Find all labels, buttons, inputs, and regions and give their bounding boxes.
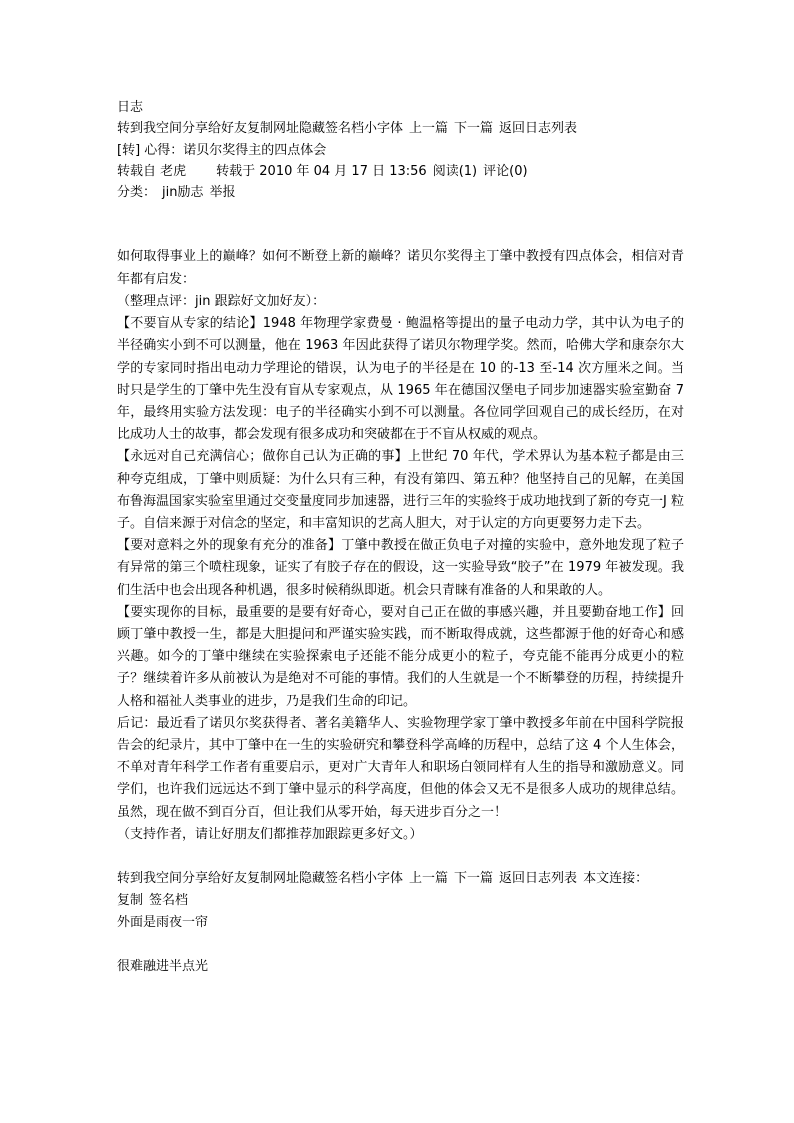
top-toolbar (117, 118, 684, 139)
footer-back-to-list-link[interactable]: 返回日志列表 (499, 870, 578, 886)
next-post-link[interactable]: 下一篇 (454, 121, 494, 137)
article-point-3: 【要对意料之外的现象有充分的准备】丁肇中教授在做正负电子对撞的实验中，意外地发现了粒子有异常的第三个喷柱现象，证实了有胶子存在的假设，这一实验导致“胶子”在 1979 年被发现。我们生活中也会出现各种机遇，很多时候稍纵即逝。机会只青睐有准备的人和果敢的人。 (117, 538, 684, 598)
category-prefix: 分类： (117, 185, 157, 201)
copy-link-button[interactable]: 复制 (117, 892, 144, 908)
post-title: [转] 心得：诺贝尔奖得主的四点体会 (117, 142, 327, 158)
post-meta (117, 161, 684, 182)
article-point-4: 【要实现你的目标，最重要的是要有好奇心，要对自己正在做的事感兴趣，并且要勤奋地工作】回顾丁肇中教授一生，都是大胆提问和严谨实验实践，而不断取得成就，这些都源于他的好奇心和感兴趣。如今的丁肇中继续在实验探索电子还能不能分成更小的粒子，夸克能不能再分成更小的粒子？继续着许多从前被认为是绝对不可能的事情。我们的人生就是一个不断攀登的历程，持续提升人格和福祉人类事业的进步，乃是我们生命的印记。 (117, 604, 684, 709)
post-category-row (117, 182, 684, 203)
repost-source: 转载自 老虎 (117, 163, 187, 179)
signature-line-2: 很难融进半点光 (117, 958, 209, 974)
article-point-2: 【永远对自己充满信心；做你自己认为正确的事】上世纪 70 年代，学术界认为基本粒子都是由三种夸克组成，丁肇中则质疑：为什么只有三种，有没有第四、第五种？他坚持自己的见解，在美国布鲁海温国家实验室里通过交变量度同步加速器，进行三年的实验终于成功地找到了新的夸克一J 粒子。自信来源于对信念的坚定，和丰富知识的艺高人胆大，对于认定的方向更要努力走下去。 (117, 449, 684, 531)
comment-count[interactable]: 评论(0) (483, 163, 528, 179)
article-intro: 如何取得事业上的巅峰？如何不断登上新的巅峰？诺贝尔奖得主丁肇中教授有四点体会，相信对青年都有启发： (117, 249, 684, 287)
prev-post-link[interactable]: 上一篇 (409, 121, 449, 137)
article-body (117, 246, 684, 845)
signature-line-1: 外面是雨夜一帘 (117, 914, 209, 930)
article-support-note: （支持作者，请让好朋友们都推荐加跟踪更多好文。） (117, 826, 423, 842)
bottom-toolbar (117, 868, 684, 890)
blog-header (117, 97, 684, 203)
blog-footer (117, 868, 684, 978)
page-title: 日志 (117, 100, 144, 115)
back-to-list-link[interactable]: 返回日志列表 (499, 121, 578, 137)
footer-share-options-link[interactable]: 转到我空间分享给好友复制网址隐藏签名档小字体 (117, 870, 404, 886)
footer-actions (117, 890, 684, 912)
read-count[interactable]: 阅读(1) (432, 163, 478, 179)
article-note: （整理点评：jin 跟踪好文加好友）： (117, 293, 326, 309)
blog-page (117, 97, 684, 978)
footer-prev-post-link[interactable]: 上一篇 (409, 870, 449, 886)
article-point-1: 【不要盲从专家的结论】1948 年物理学家费曼 · 鲍温格等提出的量子电动力学，其中认为电子的半径确实小到不可以测量，他在 1963 年因此获得了诺贝尔物理学奖。然而，哈佛大学和康奈尔大学的专家同时指出电动力学理论的错误，认为电子的半径是在 10 的-13 至-14 次方厘米之间。当时只是学生的丁肇中先生没有盲从专家观点，从 1965 年在德国汉堡电子同步加速器实验室勤奋 7 年，最终用实验方法发现：电子的半径确实小到不可以测量。各位同学回观自己的成长经历，在对比成功人士的故事，都会发现有很多成功和突破都在于不盲从权威的观点。 (117, 316, 684, 443)
permalink-label: 本文连接： (583, 870, 649, 886)
footer-next-post-link[interactable]: 下一篇 (454, 870, 494, 886)
repost-time: 转载于 2010 年 04 月 17 日 13:56 (216, 163, 427, 179)
category-link[interactable]: jin励志 (162, 185, 204, 201)
signature-label: 签名档 (149, 892, 189, 908)
article-afterword: 后记：最近看了诺贝尔奖获得者、著名美籍华人、实验物理学家丁肇中教授多年前在中国科学院报告会的纪录片，其中丁肇中在一生的实验研究和攀登科学高峰的历程中，总结了这 4 个人生体会，不单对青年科学工作者有重要启示，更对广大青年人和职场白领同样有人生的指导和激励意义。同学们，也许我们远远达不到丁肇中显示的科学高度，但他的体会又无不是很多人成功的规律总结。虽然，现在做不到百分百，但让我们从零开始，每天进步百分之一！ (117, 715, 684, 820)
share-options-link[interactable]: 转到我空间分享给好友复制网址隐藏签名档小字体 (117, 121, 404, 137)
report-link[interactable]: 举报 (209, 185, 236, 201)
